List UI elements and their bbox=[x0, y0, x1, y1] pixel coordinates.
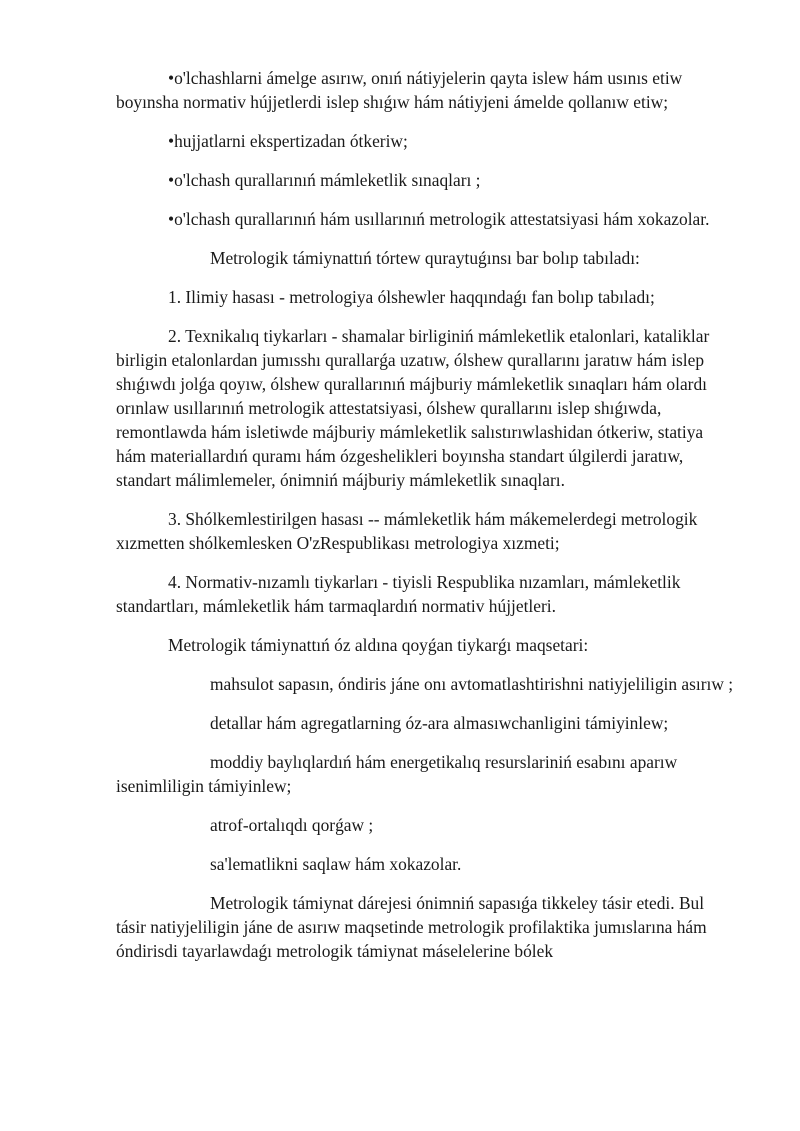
goal-item: moddiy baylıqlardıń hám energetikalıq resurslariniń esabını aparıw isenimliligin támiyinlew; bbox=[116, 752, 678, 796]
goals-intro: Metrologik támiynattıń óz aldına qoyǵan tiykarǵı maqsetari: bbox=[168, 635, 589, 655]
bullet-paragraph: •o'lchash qurallarınıń hám usıllarınıń metrologik attestatsiyasi hám xokazolar. bbox=[168, 209, 710, 229]
numbered-paragraph: 3. Shólkemlestirilgen hasası -- mámleketlik hám mákemelerdegi metrologik xızmetten shólkemlesken O'zRespublikası metrologiya xızmeti; bbox=[116, 509, 698, 553]
bullet-paragraph: •hujjatlarni ekspertizadan ótkeriw; bbox=[168, 131, 408, 151]
document-body bbox=[116, 66, 736, 963]
closing-paragraph: Metrologik támiynat dárejesi ónimniń sapasıǵa tikkeley tásir etedi. Bul tásir natiyjeliligin jáne de asırıw maqsetinde metrologik profilaktika jumıslarına hám óndirisdi tayarlawdaǵı metrologik támiynat máselelerine bólek bbox=[116, 893, 707, 961]
numbered-paragraph: 2. Texnikalıq tiykarları - shamalar birliginiń mámleketlik etalonlari, kataliklar birligin etalonlardan jumısshı qurallarǵa uzatıw, ólshew qurallarını jaratıw hám islep shıǵıwdı jolǵa qoyıw, ólshew qurallarınıń májburiy mámleketlik sınaqları hám olardı orınlaw usıllarınıń metrologik attestatsiyasi, ólshew qurallarını islep shıǵıwda, remontlawda hám isletiwde májburiy mámleketlik salıstırıwlashidan ótkeriw, statiya hám materiallardıń quramı hám ózgeshelikleri boyınsha standart úlgilerdi jaratıw, standart málimlemeler, ónimniń májburiy mámleketlik sınaqları. bbox=[116, 326, 710, 490]
goal-item: atrof-ortalıqdı qorǵaw ; bbox=[210, 815, 374, 835]
bullet-paragraph: •o'lchashlarni ámelge asırıw, onıń nátiyjelerin qayta islew hám usınıs etiw boyınsha normativ hújjetlerdi islep shıǵıw hám nátiyjeni ámelde qollanıw etiw; bbox=[116, 68, 683, 112]
goal-item: sa'lematlikni saqlaw hám xokazolar. bbox=[210, 854, 462, 874]
bullet-paragraph: •o'lchash qurallarınıń mámleketlik sınaqları ; bbox=[168, 170, 481, 190]
goal-item: detallar hám agregatlarning óz-ara almasıwchanligini támiyinlew; bbox=[210, 713, 669, 733]
numbered-paragraph: 1. Ilimiy hasası - metrologiya ólshewler haqqındaǵı fan bolıp tabıladı; bbox=[168, 287, 655, 307]
goal-item: mahsulot sapasın, óndiris jáne onı avtomatlashtirishni natiyjeliligin asırıw ; bbox=[210, 674, 734, 694]
numbered-paragraph: 4. Normativ-nızamlı tiykarları - tiyisli Respublika nızamları, mámleketlik standartları, mámleketlik hám tarmaqlardıń normativ hújjetleri. bbox=[116, 572, 681, 616]
section-intro: Metrologik támiynattıń tórtew quraytuǵınsı bar bolıp tabıladı: bbox=[210, 248, 640, 268]
